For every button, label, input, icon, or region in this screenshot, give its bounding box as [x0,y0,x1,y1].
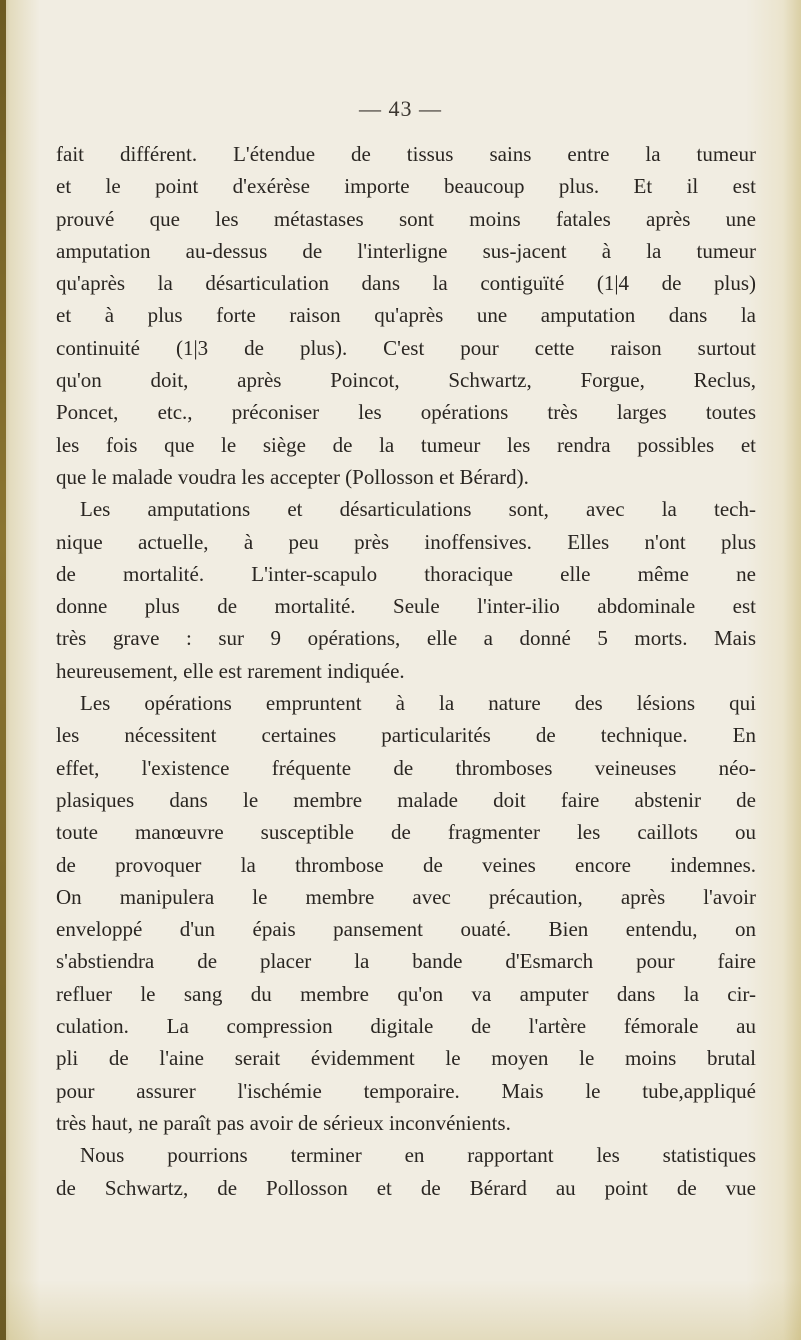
body-text [56,138,756,1204]
text-line: continuité (1|3 de plus). C'est pour cette raison surtout [56,335,756,360]
text-line: Nous pourrions terminer en rapportant les statistiques [80,1143,756,1168]
text-line: pli de l'aine serait évidemment le moyen le moins brutal [56,1046,756,1071]
text-line: culation. La compression digitale de l'artère fémorale au [56,1014,756,1039]
text-line: de mortalité. L'inter-scapulo thoracique elle même ne [56,561,756,586]
text-line: qu'on doit, après Poincot, Schwartz, Forgue, Reclus, [56,368,756,393]
text-line: et à plus forte raison qu'après une amputation dans la [56,303,756,328]
text-line: très grave : sur 9 opérations, elle a donné 5 morts. Mais [56,626,756,651]
text-line: de provoquer la thrombose de veines encore indemnes. [56,852,756,877]
text-line: de Schwartz, de Pollosson et de Bérard au point de vue [56,1175,756,1200]
text-line: plasiques dans le membre malade doit faire abstenir de [56,787,756,812]
text-line: et le point d'exérèse importe beaucoup plus. Et il est [56,174,756,199]
page-number: — 43 — [359,96,442,121]
text-line: nique actuelle, à peu près inoffensives. Elles n'ont plus [56,529,756,554]
text-line: pour assurer l'ischémie temporaire. Mais le tube,appliqué [56,1078,756,1103]
text-line: amputation au-dessus de l'interligne sus-jacent à la tumeur [56,238,756,263]
text-line: les nécessitent certaines particularités de technique. En [56,723,756,748]
text-line: Les opérations empruntent à la nature des lésions qui [80,691,756,716]
text-line: fait différent. L'étendue de tissus sains entre la tumeur [56,142,756,166]
text-line: Poncet, etc., préconiser les opérations très larges toutes [56,400,756,425]
text-line: s'abstiendra de placer la bande d'Esmarch pour faire [56,949,756,974]
text-line: donne plus de mortalité. Seule l'inter-ilio abdominale est [56,594,756,619]
text-line: Les amputations et désarticulations sont, avec la tech- [80,497,756,522]
text-line: effet, l'existence fréquente de thromboses veineuses néo- [56,755,756,780]
text-line: On manipulera le membre avec précaution, après l'avoir [56,884,756,909]
text-line: très haut, ne paraît pas avoir de sérieux inconvénients. [56,1110,511,1135]
page-spine-edge [0,0,6,1340]
text-line: qu'après la désarticulation dans la contiguïté (1|4 de plus) [56,271,756,296]
text-line: prouvé que les métastases sont moins fatales après une [56,206,756,231]
text-line: heureusement, elle est rarement indiquée. [56,658,405,683]
text-line: que le malade voudra les accepter (Pollosson et Bérard). [56,464,529,489]
text-line: les fois que le siège de la tumeur les rendra possibles et [56,432,756,457]
text-line: refluer le sang du membre qu'on va amputer dans la cir- [56,981,756,1006]
text-line: toute manœuvre susceptible de fragmenter les caillots ou [56,820,756,845]
text-line: enveloppé d'un épais pansement ouaté. Bien entendu, on [56,917,756,942]
